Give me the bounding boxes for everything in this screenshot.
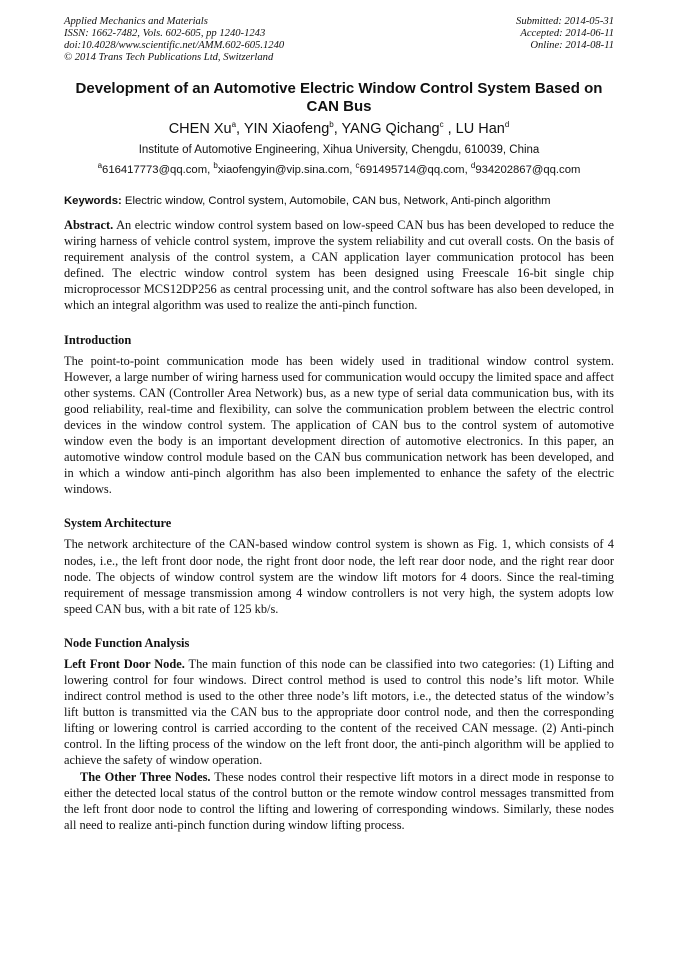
architecture-text: The network architecture of the CAN-based window control system is shown as Fig. 1, which consists of 4 nodes, i.e., the left front door node, the right front door node, the left rear door node, and the right rear door node. The objects of window control system are the window lift motors for 4 doors. Since the real-timing requirement of message transmission among 4 window controllers is not very high, the system adopts low speed CAN bus, with a bit rate of 125 kb/s. xyxy=(64,537,614,616)
author: YANG Qichang$^c$ , xyxy=(341,120,456,137)
paper-title: Development of an Automotive Electric Window Control System Based on CAN Bus xyxy=(75,80,603,115)
journal-header xyxy=(64,16,614,64)
copyright-line: © 2014 Trans Tech Publications Ltd, Switzerland xyxy=(64,52,274,63)
issn-line: ISSN: 1662-7482, Vols. 602-605, pp 1240-1243 xyxy=(64,28,266,39)
author: CHEN Xu$^a$, xyxy=(168,120,244,137)
submitted-date: Submitted: 2014-05-31 xyxy=(516,16,614,27)
keywords xyxy=(64,194,614,208)
left-front-door-lead: Left Front Door Node. xyxy=(64,656,185,671)
other-nodes-lead: The Other Three Nodes. xyxy=(80,769,211,784)
email: $^a$616417773@qq.com, xyxy=(97,161,214,176)
left-front-door-text: The main function of this node can be classified into two categories: (1) Lifting and lowering control for four windows. Direct control method is used to control this node’s lift motor. While indirect control method is used to the other three node’s lift motors, i.e., the detected status of the window’s lift button is transmitted via the CAN bus to the appropriate door control node, and then the corresponding lifting or lowering control is carried according to the content of the received CAN message. (2) Anti-pinch control. In the lifting process of the window on the left front door, the anti-pinch algorithm will be applied to achieve the safety of window operation. xyxy=(64,656,615,768)
email: $^c$691495714@qq.com, xyxy=(355,161,471,176)
email: $^d$934202867@qq.com xyxy=(470,161,581,176)
left-front-door-paragraph xyxy=(64,656,614,769)
architecture-heading: System Architecture xyxy=(64,516,172,531)
email-list xyxy=(64,163,614,177)
doi-line: doi:10.4028/www.scientific.net/AMM.602-605.1240 xyxy=(64,40,285,51)
author: YIN Xiaofeng$^b$, xyxy=(243,120,342,137)
author: LU Han$^d$ xyxy=(455,120,510,137)
keywords-label: Keywords: xyxy=(64,195,122,207)
keywords-text: Electric window, Control system, Automobile, CAN bus, Network, Anti-pinch algorithm xyxy=(124,195,551,207)
abstract xyxy=(64,217,614,314)
introduction-text: The point-to-point communication mode has been widely used in traditional window control system. However, a large number of wiring harness used for communication would occupy the limited space and affect other systems. CAN (Controller Area Network) bus, as a new type of serial data communication bus, with its good reliability, real-time and flexibility, can solve the communication problem between the electric control devices in the window control system. The application of CAN bus to the control system of automotive window even the body is an important development direction of automotive electronics. In this paper, an automotive window control module based on the CAN bus communication network has been developed, and in which a window anti-pinch algorithm has also been implemented to enhance the safety of the electric windows. xyxy=(64,353,614,497)
node-analysis-heading: Node Function Analysis xyxy=(64,635,190,650)
header-left xyxy=(64,16,284,64)
other-nodes-text: These nodes control their respective lift motors in a direct mode in response to either the detected local status of the control button or the remote window control messages transmitted from the left front door node to control the lifting and lowering of corresponding windows. Similarly, these nodes all need to realize anti-pinch function during window lifting process. xyxy=(64,769,614,832)
online-date: Online: 2014-08-11 xyxy=(530,40,614,51)
journal-name: Applied Mechanics and Materials xyxy=(64,16,208,27)
affiliation: Institute of Automotive Engineering, Xihua University, Chengdu, 610039, China xyxy=(138,144,540,156)
abstract-text: An electric window control system based on low-speed CAN bus has been developed to reduce the wiring harness of vehicle control system, improve the system reliability and cut overall costs. On the basis of requirement analysis of the control system, a CAN application layer communication protocol has been defined. The electric window control system has been designed using Freescale 16-bit single chip microprocessor MCS12DP256 as central processing unit, and the control software has also been developed, in which an integral algorithm was used to realize the anti-pinch function. xyxy=(64,218,614,313)
introduction-heading: Introduction xyxy=(64,332,132,347)
author-list xyxy=(64,120,614,138)
abstract-label: Abstract. xyxy=(64,218,114,232)
accepted-date: Accepted: 2014-06-11 xyxy=(520,28,614,39)
header-right xyxy=(516,16,614,64)
other-nodes-paragraph xyxy=(64,769,614,833)
email: $^b$xiaofengyin@vip.sina.com, xyxy=(213,161,356,176)
